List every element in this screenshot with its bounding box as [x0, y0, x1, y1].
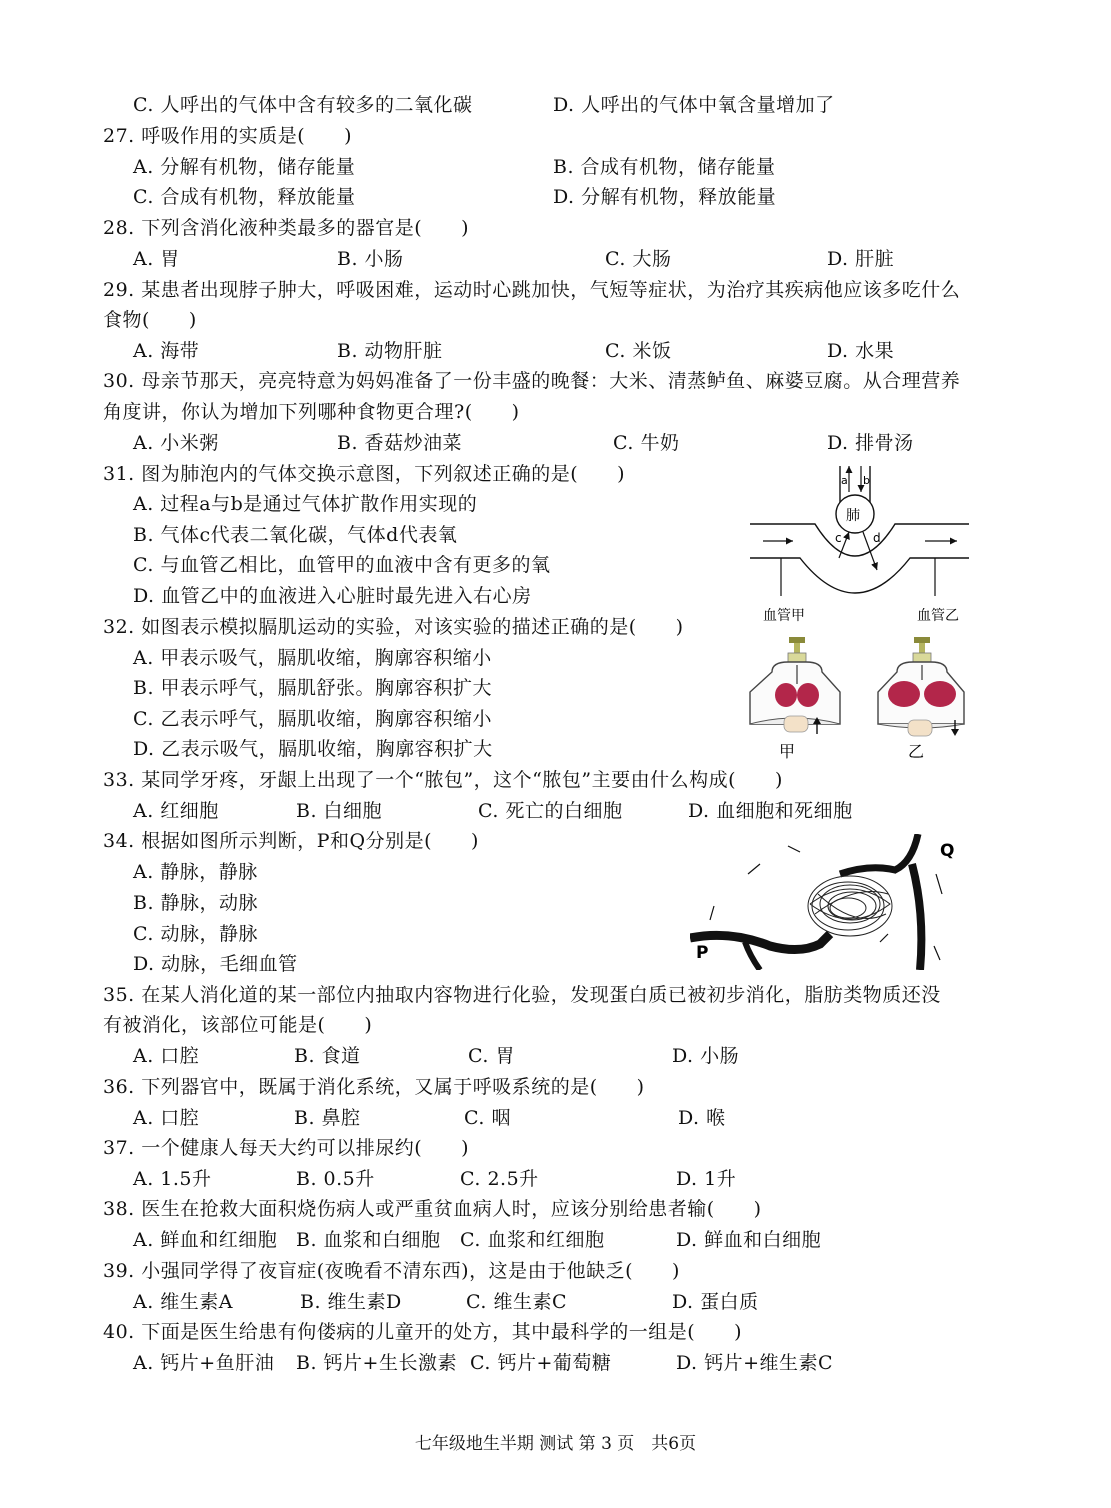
q31-option-a: A. 过程a与b是通过气体扩散作用实现的 [133, 493, 478, 515]
q34-option-a: A. 静脉，静脉 [133, 861, 258, 883]
q40-option-c: C. 钙片+葡萄糖 [470, 1352, 612, 1374]
question-31-stem: 31. 图为肺泡内的气体交换示意图，下列叙述正确的是( ) [103, 463, 626, 485]
q30-option-a: A. 小米粥 [133, 432, 219, 454]
q29-option-c: C. 米饭 [605, 340, 672, 362]
q39-option-a: A. 维生素A [133, 1291, 234, 1313]
q29-option-a: A. 海带 [133, 340, 200, 362]
q26-option-c: C. 人呼出的气体中含有较多的二氧化碳 [133, 94, 473, 116]
q29-option-b: B. 动物肝脏 [337, 340, 443, 362]
lung-label: 肺 [846, 508, 860, 524]
vessel-yi-label: 血管乙 [917, 608, 959, 624]
q33-option-a: A. 红细胞 [133, 800, 219, 822]
q27-option-a: A. 分解有机物，储存能量 [133, 156, 356, 178]
q35-option-a: A. 口腔 [133, 1045, 200, 1067]
q27-option-d: D. 分解有机物，释放能量 [553, 186, 777, 208]
q29-option-d: D. 水果 [827, 340, 895, 362]
page-footer: 七年级地生半期 测试 第 3 页 共6页 [414, 1434, 697, 1454]
q35-option-c: C. 胃 [468, 1045, 515, 1067]
question-35-stem-cont: 有被消化，该部位可能是( ) [103, 1014, 373, 1036]
q37-option-d: D. 1升 [676, 1168, 737, 1190]
q38-option-a: A. 鲜血和红细胞 [133, 1229, 278, 1251]
bell-jar-yi [878, 637, 964, 736]
q26-option-d: D. 人呼出的气体中氧含量增加了 [553, 94, 835, 116]
q32-option-d: D. 乙表示吸气，膈肌收缩，胸廓容积扩大 [133, 738, 493, 760]
alveolus-diagram [745, 458, 975, 628]
q28-option-a: A. 胃 [133, 248, 180, 270]
q33-option-c: C. 死亡的白细胞 [478, 800, 623, 822]
jar-jia-label: 甲 [779, 742, 796, 761]
q30-option-c: C. 牛奶 [613, 432, 680, 454]
q39-option-c: C. 维生素C [466, 1291, 567, 1313]
question-29-stem-cont: 食物( ) [103, 309, 197, 331]
q34-option-c: C. 动脉，静脉 [133, 923, 258, 945]
q33-option-d: D. 血细胞和死细胞 [688, 800, 853, 822]
q31-option-d: D. 血管乙中的血液进入心脏时最先进入右心房 [133, 585, 532, 607]
q38-option-c: C. 血浆和红细胞 [460, 1229, 605, 1251]
vessel-q-label: Q [940, 841, 955, 861]
question-32-stem: 32. 如图表示模拟膈肌运动的实验，对该实验的描述正确的是( ) [103, 616, 684, 638]
q37-option-a: A. 1.5升 [133, 1168, 212, 1190]
process-b-label: b [863, 474, 870, 487]
question-27-stem: 27. 呼吸作用的实质是( ) [103, 125, 353, 147]
q35-option-d: D. 小肠 [672, 1045, 740, 1067]
q40-option-b: B. 钙片+生长激素 [296, 1352, 457, 1374]
vessel-jia-label: 血管甲 [763, 608, 805, 624]
q27-option-b: B. 合成有机物，储存能量 [553, 156, 776, 178]
q31-option-c: C. 与血管乙相比，血管甲的血液中含有更多的氧 [133, 554, 551, 576]
process-a-label: a [841, 474, 848, 487]
question-34-stem: 34. 根据如图所示判断，P和Q分别是( ) [103, 830, 479, 852]
diaphragm-model-diagram [742, 632, 972, 767]
question-35-stem: 35. 在某人消化道的某一部位内抽取内容物进行化验，发现蛋白质已被初步消化，脂肪类物质还没 [103, 984, 941, 1006]
q27-option-c: C. 合成有机物，释放能量 [133, 186, 356, 208]
diaphragm-model-figure [742, 632, 972, 767]
q39-option-d: D. 蛋白质 [672, 1291, 759, 1313]
question-29-stem: 29. 某患者出现脖子肿大，呼吸困难，运动时心跳加快，气短等症状，为治疗其疾病他应该多吃什么 [103, 279, 961, 301]
q34-option-b: B. 静脉，动脉 [133, 892, 259, 914]
q38-option-b: B. 血浆和白细胞 [296, 1229, 441, 1251]
q37-option-c: C. 2.5升 [460, 1168, 539, 1190]
jar-yi-label: 乙 [908, 742, 925, 761]
gas-c-label: c [835, 531, 842, 545]
alveolus-gas-exchange-figure [745, 458, 975, 628]
q37-option-b: B. 0.5升 [296, 1168, 375, 1190]
question-33-stem: 33. 某同学牙疼，牙龈上出现了一个“脓包”，这个“脓包”主要由什么构成( ) [103, 769, 783, 791]
question-39-stem: 39. 小强同学得了夜盲症(夜晚看不清东西)，这是由于他缺乏( ) [103, 1260, 680, 1282]
bell-jar-jia [750, 637, 840, 734]
q36-option-a: A. 口腔 [133, 1107, 200, 1129]
question-30-stem: 30. 母亲节那天，亮亮特意为妈妈准备了一份丰盛的晚餐：大米、清蒸鲈鱼、麻婆豆腐。从合理营养 [103, 370, 961, 392]
question-40-stem: 40. 下面是医生给患有佝偻病的儿童开的处方，其中最科学的一组是( ) [103, 1321, 743, 1343]
question-37-stem: 37. 一个健康人每天大约可以排尿约( ) [103, 1137, 470, 1159]
q30-option-d: D. 排骨汤 [827, 432, 914, 454]
question-38-stem: 38. 医生在抢救大面积烧伤病人或严重贫血病人时，应该分别给患者输( ) [103, 1198, 762, 1220]
q39-option-b: B. 维生素D [300, 1291, 402, 1313]
q35-option-b: B. 食道 [294, 1045, 361, 1067]
capillary-network-figure [690, 834, 975, 970]
q31-option-b: B. 气体c代表二氧化碳，气体d代表氧 [133, 524, 458, 546]
q38-option-d: D. 鲜血和白细胞 [676, 1229, 822, 1251]
q28-option-c: C. 大肠 [605, 248, 672, 270]
vessel-p-label: P [696, 943, 709, 963]
q28-option-d: D. 肝脏 [827, 248, 895, 270]
question-36-stem: 36. 下列器官中，既属于消化系统，又属于呼吸系统的是( ) [103, 1076, 645, 1098]
q32-option-a: A. 甲表示吸气，膈肌收缩，胸廓容积缩小 [133, 647, 492, 669]
capillary-network-diagram [690, 834, 975, 970]
q40-option-d: D. 钙片+维生素C [676, 1352, 834, 1374]
q32-option-c: C. 乙表示呼气，膈肌收缩，胸廓容积缩小 [133, 708, 492, 730]
q34-option-d: D. 动脉，毛细血管 [133, 953, 298, 975]
q36-option-d: D. 喉 [678, 1107, 726, 1129]
gas-d-label: d [873, 531, 881, 545]
q33-option-b: B. 白细胞 [296, 800, 383, 822]
question-30-stem-cont: 角度讲，你认为增加下列哪种食物更合理?( ) [103, 401, 520, 423]
q36-option-c: C. 咽 [464, 1107, 511, 1129]
q32-option-b: B. 甲表示呼气，膈肌舒张。胸廓容积扩大 [133, 677, 493, 699]
q28-option-b: B. 小肠 [337, 248, 404, 270]
q30-option-b: B. 香菇炒油菜 [337, 432, 463, 454]
question-28-stem: 28. 下列含消化液种类最多的器官是( ) [103, 217, 470, 239]
q40-option-a: A. 钙片+鱼肝油 [133, 1352, 275, 1374]
q36-option-b: B. 鼻腔 [294, 1107, 361, 1129]
